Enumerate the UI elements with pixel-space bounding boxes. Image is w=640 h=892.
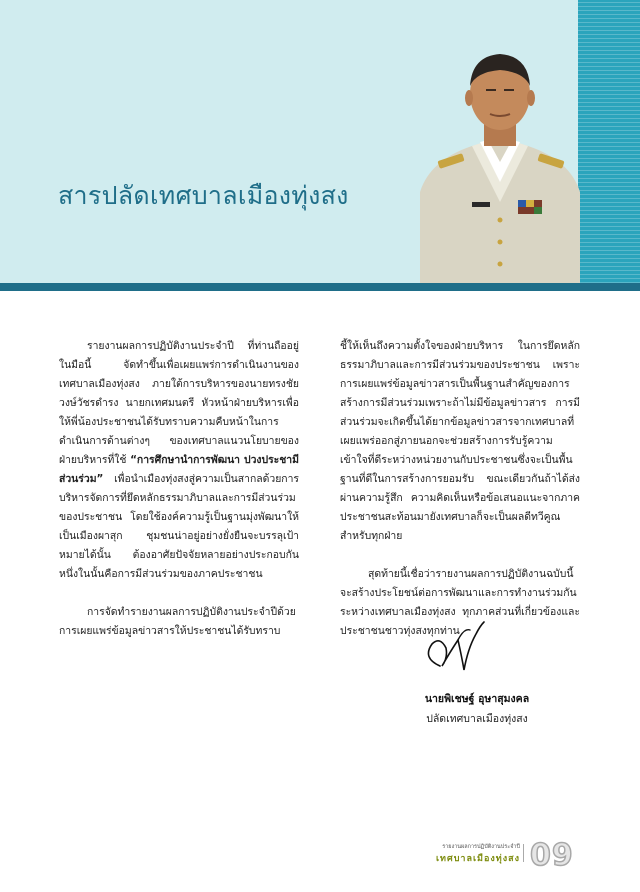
paragraph-text: เพื่อนำเมืองทุ่งสงสู่ความเป็นสากลด้วยการบริหารจัดการที่ยึดหลักธรรมาภิบาลและการมีส่วนร่วมของประชาชน โดยใช้องค์ความรู้เป็นฐานมุ่งพัฒนาให้เป็นเมืองผาสุก ชุมชนน่าอยู่อย่างยั่งยืนจะบรรลุเป้าหมายได้นั้น ต้องอาศัยปัจจัยหลายอย่างประกอบกันหนึ่งในนั้นคือการมีส่วนร่วมของภาคประชาชน <box>59 473 299 580</box>
paragraph-text: รายงานผลการปฏิบัติงานประจำปี ที่ท่านถืออยู่ในมือนี้ จัดทำขึ้นเพื่อเผยแพร่การดำเนินงานของเทศบาลเมืองทุ่งสง ภายใต้การบริหารของนายทรงชัย วงษ์วัชรดำรง นายกเทศมนตรี หัวหน้าฝ่ายบริหารเพื่อให้พี่น้องประชาชนได้รับทราบความคืบหน้าในการดำเนินการด้านต่างๆ ของเทศบาลแนวนโยบายของฝ่ายบริหารที่ใช้ <box>59 340 299 466</box>
signature-image <box>418 618 496 682</box>
body-column-left <box>59 318 299 660</box>
decorative-stripe-block <box>578 0 640 283</box>
page-title: สารปลัดเทศบาลเมืองทุ่งสง <box>58 181 349 210</box>
header-divider <box>0 283 640 291</box>
paragraph: ชี้ให้เห็นถึงความตั้งใจของฝ่ายบริหาร ในการยึดหลักธรรมาภิบาลและการมีส่วนร่วมของประชาชน เพราะการเผยแพร่ข้อมูลข่าวสารเป็นพื้นฐานสำคัญของการสร้างการมีส่วนร่วมเพราะถ้าไม่มีข้อมูลข่าวสาร การมีส่วนร่วมจะเกิดขึ้นได้ยากข้อมูลข่าวสารจากเทศบาลที่เผยแพร่ออกสู่ภายนอกจะช่วยสร้างการรับรู้ความเข้าใจที่ดีระหว่างหน่วยงานกับประชาชนซึ่งจะเป็นพื้นฐานที่ดีในการสร้างการยอมรับ ขณะเดียวกันถ้าได้ส่งผ่านความรู้สึก ความคิดเห็นหรือข้อเสนอแนะจากภาคประชาชนสะท้อนมายังเทศบาลก็จะเป็นผลดีทวีคูณสำหรับทุกฝ่าย <box>340 340 580 542</box>
signer-name: นายพิเชษฐ์ อุษาสุมงคล <box>424 693 530 705</box>
page-number: 09 <box>530 838 574 873</box>
footer-brand: เทศบาลเมืองทุ่งสง <box>435 854 520 864</box>
footer-divider <box>523 844 524 862</box>
body-column-right <box>340 318 580 660</box>
footer-report-label: รายงานผลการปฏิบัติงานประจำปี <box>442 844 520 850</box>
slogan-text: “การศึกษานำการพัฒนา ปวงประชามีส่วนร่วม” <box>59 454 299 485</box>
signer-position: ปลัดเทศบาลเมืองทุ่งสง <box>426 713 528 725</box>
official-portrait <box>420 42 580 283</box>
paragraph <box>59 337 299 584</box>
paragraph: สุดท้ายนี้เชื่อว่ารายงานผลการปฏิบัติงานฉบับนี้จะสร้างประโยชน์ต่อการพัฒนาและการทำงานร่วมกันระหว่างเทศบาลเมืองทุ่งสง ทุกภาคส่วนที่เกี่ยวข้องและประชาชนชาวทุ่งสงทุกท่าน <box>340 568 580 637</box>
paragraph: การจัดทำรายงานผลการปฏิบัติงานประจำปีด้วยการเผยแพร่ข้อมูลข่าวสารให้ประชาชนได้รับทราบ <box>59 606 296 637</box>
